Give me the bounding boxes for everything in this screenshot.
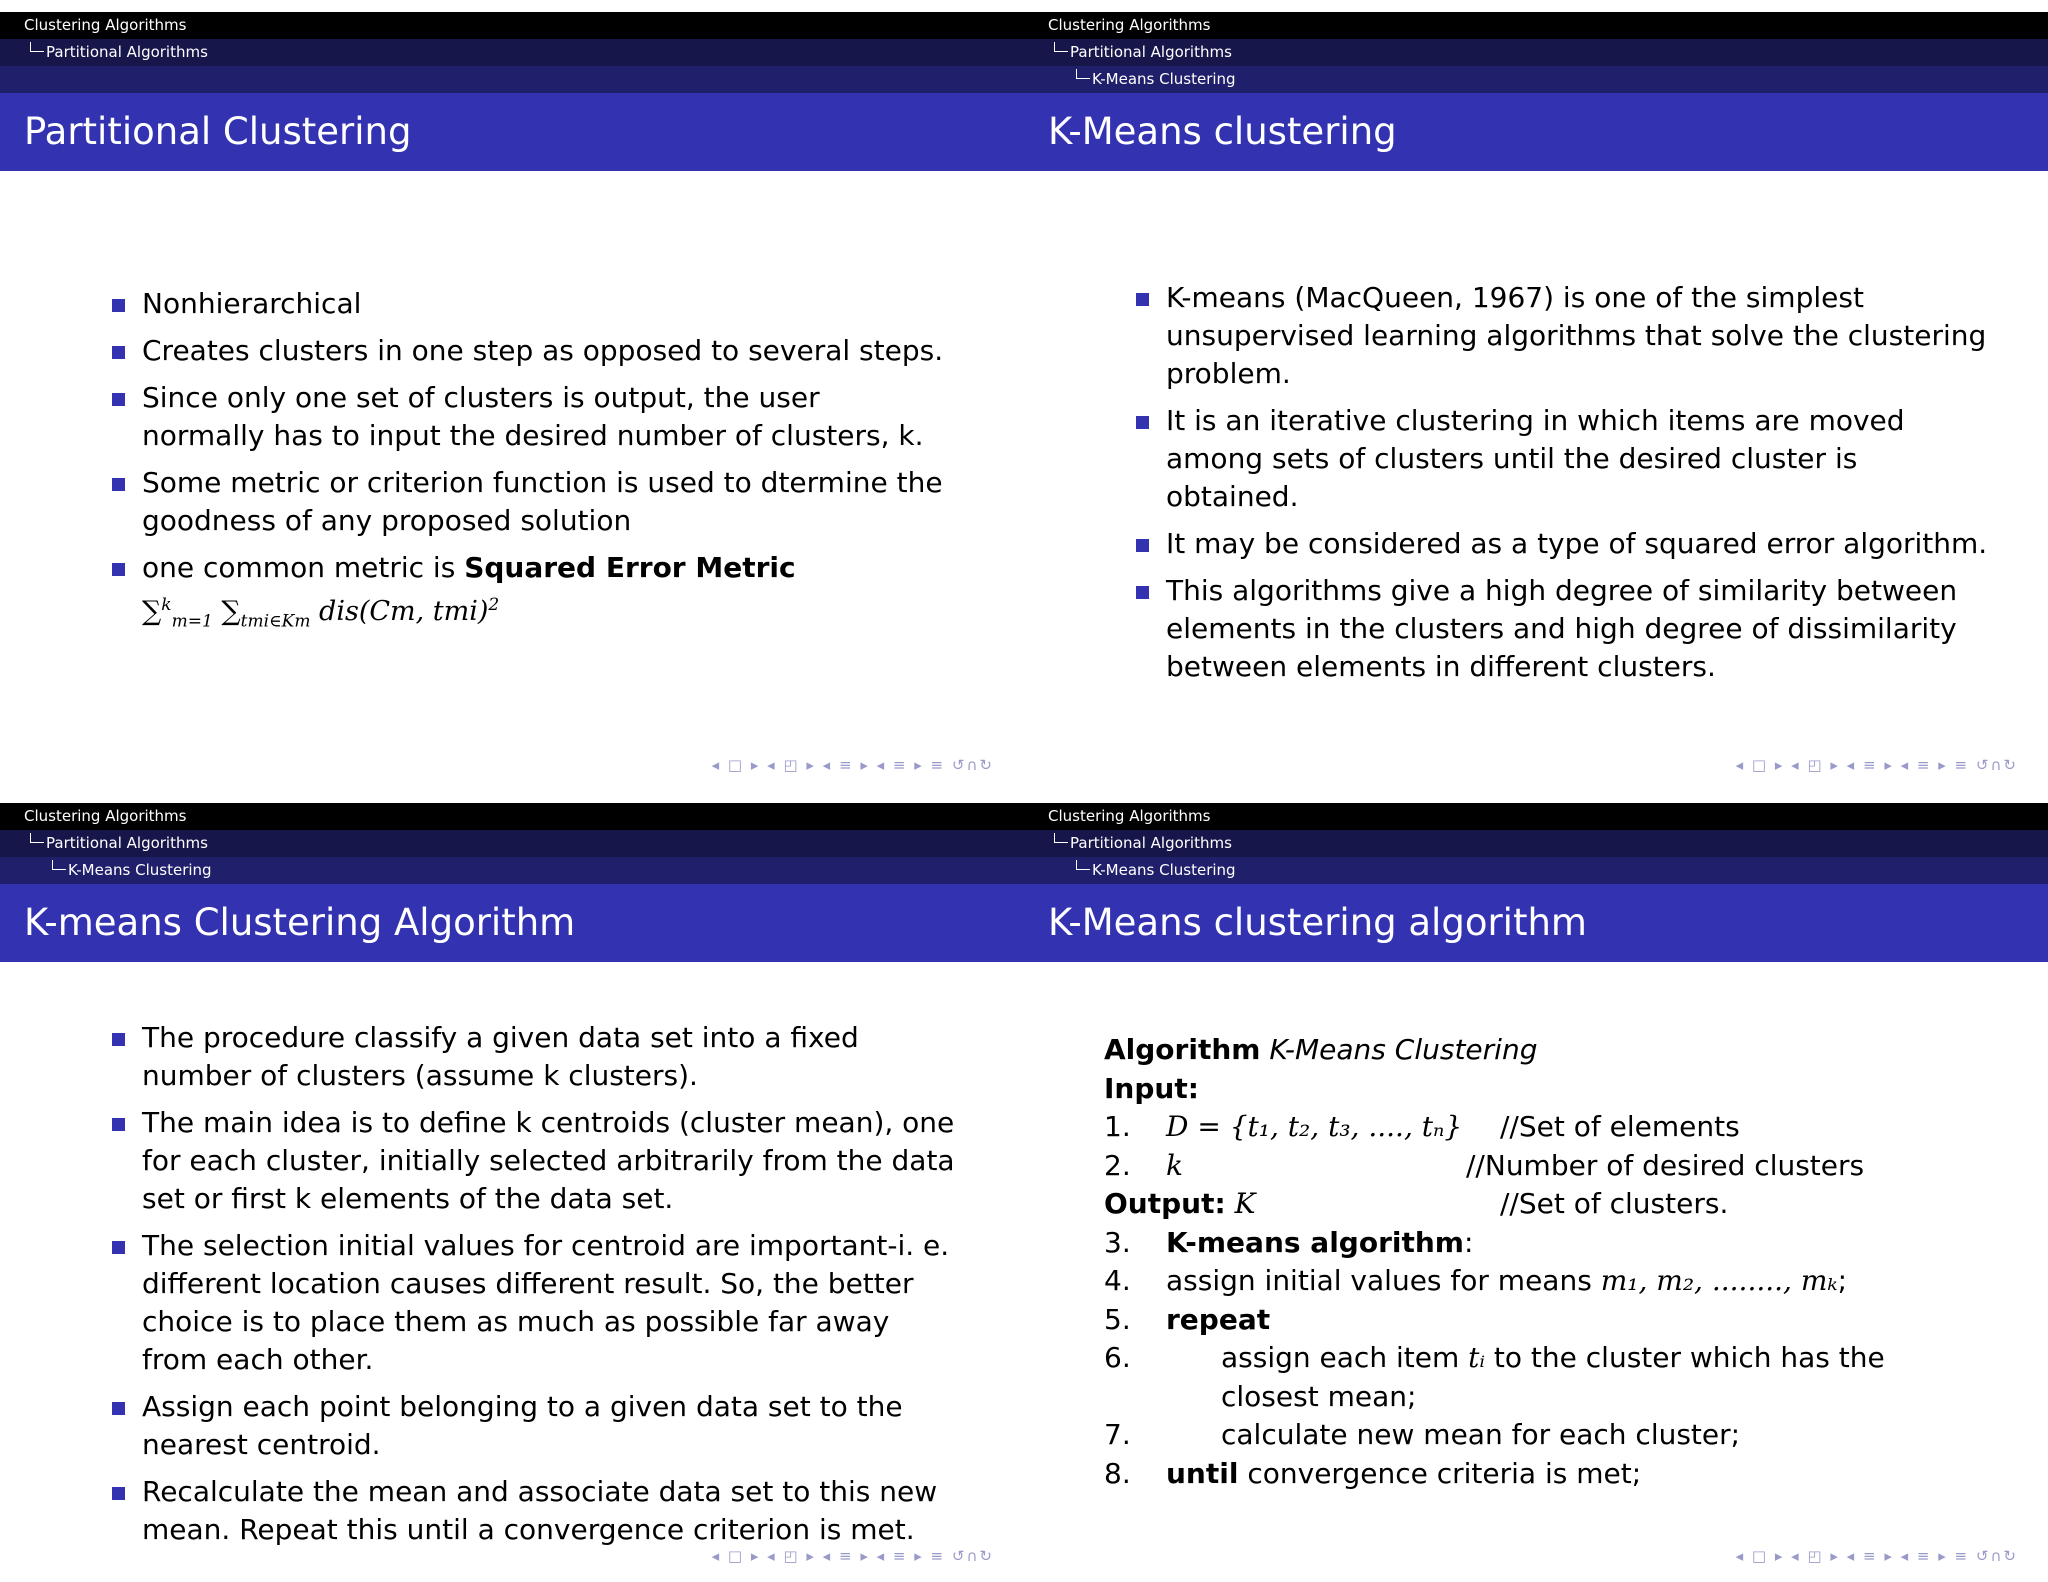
list-item: Assign each point belonging to a given data set to the nearest centroid. bbox=[110, 1388, 960, 1464]
list-item: It may be considered as a type of squared error algorithm. bbox=[1134, 525, 1994, 563]
algorithm-line: 2. k //Number of desired clusters bbox=[1104, 1148, 1865, 1182]
square-bullet-icon bbox=[112, 1033, 125, 1046]
algorithm-block bbox=[1104, 1031, 2004, 1493]
breadcrumb-subsubsection[interactable]: K-Means Clustering bbox=[1024, 66, 2048, 93]
slide-title: Partitional Clustering bbox=[0, 93, 1024, 171]
square-bullet-icon bbox=[1136, 539, 1149, 552]
breadcrumb-section[interactable]: Clustering Algorithms bbox=[0, 12, 1024, 39]
square-bullet-icon bbox=[112, 299, 125, 312]
algorithm-line: 1. D = {t₁, t₂, t₃, ...., tₙ} //Set of elements bbox=[1104, 1110, 1740, 1143]
breadcrumb-subsection[interactable]: Partitional Algorithms bbox=[1024, 39, 2048, 66]
algorithm-line: 8. until convergence criteria is met; bbox=[1104, 1456, 1642, 1490]
breadcrumb-section[interactable]: Clustering Algorithms bbox=[1024, 803, 2048, 830]
list-item: one common metric is Squared Error Metric ∑$^k_{m=1}$ $\sum_{tmi\in Km}$ dis(Cm, tmi)$^2$ bbox=[110, 549, 950, 639]
square-bullet-icon bbox=[1136, 586, 1149, 599]
algorithm-line: 4. assign initial values for means m₁, m₂, ........, mₖ; bbox=[1104, 1264, 1848, 1297]
breadcrumb-subsubsection[interactable]: K-Means Clustering bbox=[0, 857, 1024, 884]
breadcrumb bbox=[1024, 12, 2048, 93]
square-bullet-icon bbox=[112, 563, 125, 576]
list-item: Nonhierarchical bbox=[110, 285, 950, 323]
list-item: Some metric or criterion function is used to dtermine the goodness of any proposed solution bbox=[110, 464, 950, 540]
tree-elbow-icon bbox=[1054, 42, 1068, 52]
metric-name: Squared Error Metric bbox=[464, 551, 796, 584]
list-item: The main idea is to define k centroids (cluster mean), one for each cluster, initially selected arbitrarily from the data set or first k elements of the data set. bbox=[110, 1104, 960, 1218]
list-item: Creates clusters in one step as opposed to several steps. bbox=[110, 332, 950, 370]
list-item: K-means (MacQueen, 1967) is one of the simplest unsupervised learning algorithms that solve the clustering problem. bbox=[1134, 279, 1994, 393]
tree-elbow-icon bbox=[30, 833, 44, 843]
tree-elbow-icon bbox=[1054, 833, 1068, 843]
breadcrumb bbox=[0, 12, 1024, 93]
slide-title: K-Means clustering algorithm bbox=[1024, 884, 2048, 962]
output-line: Output: K //Set of clusters. bbox=[1104, 1187, 1729, 1220]
algorithm-line: 6. assign each item tᵢ to the cluster which has the closest mean; bbox=[1104, 1341, 1885, 1413]
square-bullet-icon bbox=[112, 1118, 125, 1131]
breadcrumb-section[interactable]: Clustering Algorithms bbox=[1024, 12, 2048, 39]
square-bullet-icon bbox=[112, 1487, 125, 1500]
list-item: The selection initial values for centroid are important-i. e. different location causes different result. So, the better choice is to place them as much as possible far away from each other. bbox=[110, 1227, 960, 1379]
square-bullet-icon bbox=[112, 1402, 125, 1415]
bullet-list bbox=[110, 285, 950, 648]
tree-elbow-icon bbox=[1076, 69, 1090, 79]
algorithm-line: 7. calculate new mean for each cluster; bbox=[1104, 1418, 1741, 1451]
breadcrumb-subsection[interactable]: Partitional Algorithms bbox=[0, 830, 1024, 857]
square-bullet-icon bbox=[112, 346, 125, 359]
beamer-navigation-icons[interactable]: ◂ □ ▸ ◂ ◰ ▸ ◂ ≡ ▸ ◂ ≡ ▸ ≡ ↺∩↻ bbox=[711, 1547, 994, 1565]
breadcrumb bbox=[1024, 803, 2048, 884]
square-bullet-icon bbox=[1136, 293, 1149, 306]
square-bullet-icon bbox=[112, 478, 125, 491]
slide-partitional-clustering bbox=[0, 0, 1024, 791]
breadcrumb-section[interactable]: Clustering Algorithms bbox=[0, 803, 1024, 830]
algorithm-header: Algorithm K-Means Clustering bbox=[1104, 1033, 1538, 1066]
algorithm-line: 3. K-means algorithm: bbox=[1104, 1225, 1474, 1259]
algorithm-line: 5. repeat bbox=[1104, 1302, 1271, 1336]
beamer-navigation-icons[interactable]: ◂ □ ▸ ◂ ◰ ▸ ◂ ≡ ▸ ◂ ≡ ▸ ≡ ↺∩↻ bbox=[1735, 756, 2018, 774]
tree-elbow-icon bbox=[52, 860, 66, 870]
list-item: The procedure classify a given data set into a fixed number of clusters (assume k clusters). bbox=[110, 1019, 960, 1095]
slide-title: K-means Clustering Algorithm bbox=[0, 884, 1024, 962]
square-bullet-icon bbox=[112, 393, 125, 406]
slide-title: K-Means clustering bbox=[1024, 93, 2048, 171]
list-item: Since only one set of clusters is output, the user normally has to input the desired number of clusters, k. bbox=[110, 379, 950, 455]
slide-k-means-clustering-algorithm bbox=[0, 791, 1024, 1582]
list-item: It is an iterative clustering in which items are moved among sets of clusters until the desired cluster is obtained. bbox=[1134, 402, 1994, 516]
bullet-list bbox=[1134, 279, 1994, 695]
square-bullet-icon bbox=[1136, 416, 1149, 429]
list-item: Recalculate the mean and associate data set to this new mean. Repeat this until a convergence criterion is met. bbox=[110, 1473, 960, 1549]
slide-k-means-pseudocode bbox=[1024, 791, 2048, 1582]
breadcrumb-subsubsection[interactable]: K-Means Clustering bbox=[1024, 857, 2048, 884]
input-label: Input: bbox=[1104, 1071, 1199, 1105]
beamer-navigation-icons[interactable]: ◂ □ ▸ ◂ ◰ ▸ ◂ ≡ ▸ ◂ ≡ ▸ ≡ ↺∩↻ bbox=[1735, 1547, 2018, 1565]
slide-k-means-clustering bbox=[1024, 0, 2048, 791]
breadcrumb-subsection[interactable]: Partitional Algorithms bbox=[1024, 830, 2048, 857]
beamer-navigation-icons[interactable]: ◂ □ ▸ ◂ ◰ ▸ ◂ ≡ ▸ ◂ ≡ ▸ ≡ ↺∩↻ bbox=[711, 756, 994, 774]
list-item: This algorithms give a high degree of similarity between elements in the clusters and high degree of dissimilarity between elements in different clusters. bbox=[1134, 572, 1994, 686]
breadcrumb bbox=[0, 803, 1024, 884]
tree-elbow-icon bbox=[1076, 860, 1090, 870]
tree-elbow-icon bbox=[30, 42, 44, 52]
breadcrumb-subsection[interactable]: Partitional Algorithms bbox=[0, 39, 1024, 66]
breadcrumb-empty-row bbox=[0, 66, 1024, 93]
bullet-list bbox=[110, 1019, 960, 1558]
squared-error-formula: ∑$^k_{m=1}$ $\sum_{tmi\in Km}$ dis(Cm, tmi)$^2$ bbox=[142, 595, 500, 632]
square-bullet-icon bbox=[112, 1241, 125, 1254]
